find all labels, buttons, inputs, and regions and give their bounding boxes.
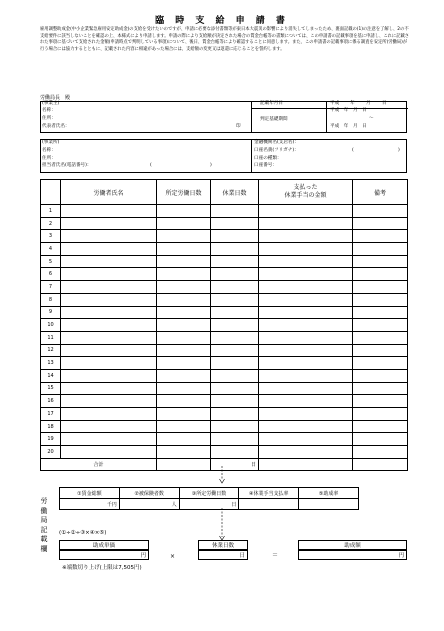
table-row [41, 446, 408, 459]
worker-name-cell[interactable] [61, 331, 157, 344]
allowance-cell[interactable] [259, 446, 353, 459]
wage-total-header: ①賃金総額 [60, 488, 120, 499]
employer-address-label: 住所： [42, 116, 56, 121]
date-month: 月 [366, 101, 371, 106]
allowance-cell[interactable] [259, 369, 353, 382]
row-number: 13 [41, 357, 61, 370]
leave-days-cell[interactable] [211, 230, 259, 243]
worker-name-cell[interactable] [61, 230, 157, 243]
header-allowance-amount: 支払った 休業手当の金額 [259, 180, 353, 205]
table-row [41, 293, 408, 306]
wage-total-value[interactable]: 千円 [60, 499, 120, 510]
row-number: 12 [41, 344, 61, 357]
unit-price-header: 助成単価 [59, 540, 149, 550]
rate-table [59, 487, 359, 510]
remarks-cell[interactable] [353, 408, 408, 421]
remarks-cell[interactable] [353, 255, 408, 268]
employer-rep-label: 代表者氏名： [42, 124, 70, 129]
table-row [41, 395, 408, 408]
allowance-cell[interactable] [259, 420, 353, 433]
bank-paren-close: ) [398, 148, 400, 153]
scheduled-days-value[interactable]: 日 [179, 499, 239, 510]
scheduled-days-cell[interactable] [157, 433, 211, 446]
table-row [41, 230, 408, 243]
allowance-cell[interactable] [259, 408, 353, 421]
table-row [41, 281, 408, 294]
worker-name-cell[interactable] [61, 205, 157, 218]
worker-name-cell[interactable] [61, 293, 157, 306]
table-row [41, 268, 408, 281]
office-contact-label: 担当者氏名(電話番号)： [42, 163, 92, 168]
remarks-cell[interactable] [353, 331, 408, 344]
account-name-label: 口座名義(フリガナ)： [254, 148, 299, 153]
remarks-cell[interactable] [353, 217, 408, 230]
row-number: 4 [41, 243, 61, 256]
worker-name-cell[interactable] [61, 217, 157, 230]
remarks-cell[interactable] [353, 357, 408, 370]
scheduled-days-cell[interactable] [157, 420, 211, 433]
office-address-label: 住所： [42, 156, 56, 161]
table-row [41, 243, 408, 256]
row-number: 7 [41, 281, 61, 294]
scheduled-days-cell[interactable] [157, 395, 211, 408]
table-row [41, 306, 408, 319]
row-number-header [41, 180, 61, 205]
allowance-cell[interactable] [259, 395, 353, 408]
scheduled-days-cell[interactable] [157, 319, 211, 332]
worker-name-cell[interactable] [61, 395, 157, 408]
equals-sign: ＝ [272, 552, 279, 559]
leave-days-cell[interactable] [211, 331, 259, 344]
insured-count-value[interactable]: 人 [119, 499, 179, 510]
table-row [41, 217, 408, 230]
worker-name-cell[interactable] [61, 243, 157, 256]
office-box [40, 139, 407, 173]
period-label: 判定基礎期間 [260, 117, 288, 122]
seal-mark: 印 [236, 124, 241, 129]
scheduled-days-header: ③所定労働日数 [179, 488, 239, 499]
row-number: 18 [41, 420, 61, 433]
allowance-cell[interactable] [259, 382, 353, 395]
allowance-cell[interactable] [259, 243, 353, 256]
leave-days-cell[interactable] [211, 395, 259, 408]
bank-paren-open: ( [352, 148, 354, 153]
office-paren-open: ( [150, 163, 152, 168]
scheduled-days-cell[interactable] [157, 306, 211, 319]
allowance-cell[interactable] [259, 268, 353, 281]
row-number: 8 [41, 293, 61, 306]
addressee: 労働局長 殿 [40, 95, 71, 101]
scheduled-days-cell[interactable] [157, 281, 211, 294]
office-label: (事業所) [42, 140, 60, 145]
account-no-label: 口座番号： [254, 163, 277, 168]
scheduled-days-cell[interactable] [157, 243, 211, 256]
leave-days-cell[interactable] [211, 408, 259, 421]
allowance-cell[interactable] [259, 331, 353, 344]
subsidy-rate-header: ⑤助成率 [299, 488, 359, 499]
total-remarks[interactable] [353, 458, 408, 471]
row-number: 3 [41, 230, 61, 243]
scheduled-days-cell[interactable] [157, 344, 211, 357]
times-sign: × [170, 553, 176, 560]
worker-name-cell[interactable] [61, 281, 157, 294]
leave-days-header: 休業日数 [198, 540, 248, 550]
leave-days-cell[interactable] [211, 243, 259, 256]
row-number: 17 [41, 408, 61, 421]
intro-text: 雇用調整助成金(中小企業緊急雇用安定助成金)の支給を受けたいのですが、申請に必要な添付書類等が東日本大震災の影響により消失してしまったため、裏面記載の(1)の注意を了解し、2の不支給要件に該当しないことを確認の上、本様式により申請します。申請の際により支給額が決定された場合の賃金台帳等の書類については、この申請書の記載事項を基に申請し、これに記載された事項に基づいて支給された金額(申請時点で判明している事項)について、後日、賃金台帳等により確認することに同意します。また、この申請書の記載事項に係る調査を安定所(労働局)が行う場合には協力するとともに、記載された内容に相違があった場合には、支給額の変更又は返還に応じることを誓約します。 [40, 27, 410, 53]
scheduled-days-cell[interactable] [157, 230, 211, 243]
subsidy-amount-value[interactable]: 円 [298, 550, 407, 560]
date-year: 年 [350, 101, 355, 106]
worker-name-cell[interactable] [61, 446, 157, 459]
remarks-cell[interactable] [353, 243, 408, 256]
worker-name-cell[interactable] [61, 255, 157, 268]
header-worker-name: 労働者氏名 [61, 180, 157, 205]
allowance-cell[interactable] [259, 344, 353, 357]
allowance-rate-value[interactable] [239, 499, 299, 510]
remarks-cell[interactable] [353, 281, 408, 294]
insured-count-header: ②被保険者数 [119, 488, 179, 499]
worker-name-cell[interactable] [61, 306, 157, 319]
table-row [41, 357, 408, 370]
table-row [41, 319, 408, 332]
leave-days-cell[interactable] [211, 255, 259, 268]
remarks-cell[interactable] [353, 319, 408, 332]
worker-name-cell[interactable] [61, 344, 157, 357]
total-scheduled-days[interactable] [157, 458, 211, 471]
employer-name-label: 名称： [42, 108, 56, 113]
table-row [41, 420, 408, 433]
scheduled-days-cell[interactable] [157, 408, 211, 421]
worker-name-cell[interactable] [61, 268, 157, 281]
remarks-cell[interactable] [353, 230, 408, 243]
scheduled-days-cell[interactable] [157, 357, 211, 370]
scheduled-days-cell[interactable] [157, 369, 211, 382]
scheduled-days-cell[interactable] [157, 205, 211, 218]
table-row [41, 331, 408, 344]
subsidy-amount-header: 助成額 [298, 540, 407, 550]
remarks-cell[interactable] [353, 433, 408, 446]
row-number: 16 [41, 395, 61, 408]
scheduled-days-cell[interactable] [157, 331, 211, 344]
leave-days-cell[interactable] [211, 268, 259, 281]
leave-days-cell[interactable] [211, 344, 259, 357]
office-name-label: 名称： [42, 148, 56, 153]
remarks-cell[interactable] [353, 446, 408, 459]
leave-days-cell[interactable] [211, 382, 259, 395]
remarks-cell[interactable] [353, 306, 408, 319]
leave-days-cell[interactable] [211, 357, 259, 370]
table-row [41, 369, 408, 382]
allowance-cell[interactable] [259, 281, 353, 294]
leave-days-cell[interactable] [211, 420, 259, 433]
row-number: 19 [41, 433, 61, 446]
formula-text: (①÷②÷③×④×⑤) [59, 530, 107, 536]
table-row [41, 205, 408, 218]
allowance-cell[interactable] [259, 293, 353, 306]
row-number: 9 [41, 306, 61, 319]
table-row [41, 382, 408, 395]
period-from: 平成 年 月 日 [330, 108, 367, 113]
page-title: 臨 時 支 給 申 請 書 [155, 16, 289, 26]
worker-name-cell[interactable] [61, 433, 157, 446]
allowance-cell[interactable] [259, 230, 353, 243]
remarks-cell[interactable] [353, 344, 408, 357]
worker-name-cell[interactable] [61, 319, 157, 332]
row-number: 15 [41, 382, 61, 395]
allowance-cell[interactable] [259, 217, 353, 230]
table-row [41, 433, 408, 446]
arrow-head-1 [220, 479, 225, 483]
leave-days-cell[interactable] [211, 217, 259, 230]
remarks-cell[interactable] [353, 268, 408, 281]
office-paren-close: ) [210, 163, 212, 168]
allowance-rate-header: ④休業手当支払率 [239, 488, 299, 499]
unit-price-value[interactable]: 円 [59, 550, 149, 560]
scheduled-days-cell[interactable] [157, 255, 211, 268]
leave-days-cell[interactable] [211, 306, 259, 319]
total-label: 合計 [41, 458, 157, 471]
allowance-cell[interactable] [259, 319, 353, 332]
remarks-cell[interactable] [353, 420, 408, 433]
scheduled-days-cell[interactable] [157, 293, 211, 306]
leave-days-value[interactable]: 日 [198, 550, 248, 560]
scheduled-days-cell[interactable] [157, 446, 211, 459]
account-type-label: 口座の種類： [254, 156, 282, 161]
date-era: 平成 [330, 101, 340, 106]
allowance-cell[interactable] [259, 255, 353, 268]
row-number: 11 [41, 331, 61, 344]
remarks-cell[interactable] [353, 369, 408, 382]
scheduled-days-cell[interactable] [157, 217, 211, 230]
leave-days-cell[interactable] [211, 319, 259, 332]
row-number: 14 [41, 369, 61, 382]
worker-name-cell[interactable] [61, 369, 157, 382]
leave-days-cell[interactable] [211, 293, 259, 306]
row-number: 20 [41, 446, 61, 459]
table-row [41, 408, 408, 421]
allowance-cell[interactable] [259, 357, 353, 370]
worker-table [40, 179, 408, 471]
allowance-cell[interactable] [259, 205, 353, 218]
allowance-cell[interactable] [259, 306, 353, 319]
remarks-cell[interactable] [353, 293, 408, 306]
worker-name-cell[interactable] [61, 382, 157, 395]
header-remarks: 備考 [353, 180, 408, 205]
leave-days-cell[interactable] [211, 281, 259, 294]
period-to: 平成 年 月 日 [330, 124, 367, 129]
scheduled-days-cell[interactable] [157, 382, 211, 395]
leave-days-cell[interactable] [211, 369, 259, 382]
worker-name-cell[interactable] [61, 420, 157, 433]
worker-name-cell[interactable] [61, 408, 157, 421]
period-tilde: ～ [369, 116, 374, 121]
header-scheduled-days: 所定労働日数 [157, 180, 211, 205]
remarks-cell[interactable] [353, 205, 408, 218]
labour-office-side-label: 労働局記載欄 [40, 497, 48, 553]
allowance-cell[interactable] [259, 433, 353, 446]
leave-days-cell[interactable] [211, 433, 259, 446]
row-number: 5 [41, 255, 61, 268]
total-leave-days[interactable]: 日 [211, 458, 259, 471]
worker-name-cell[interactable] [61, 357, 157, 370]
date-label: 記載年月日 [260, 101, 283, 106]
date-day: 日 [382, 101, 387, 106]
total-allowance[interactable] [259, 458, 353, 471]
leave-days-cell[interactable] [211, 205, 259, 218]
remarks-cell[interactable] [353, 382, 408, 395]
leave-days-cell[interactable] [211, 446, 259, 459]
table-row [41, 255, 408, 268]
row-number: 6 [41, 268, 61, 281]
row-number: 1 [41, 205, 61, 218]
row-number: 2 [41, 217, 61, 230]
bank-name-label: 金融機関名(支店名)： [254, 140, 299, 145]
subsidy-rate-value[interactable] [299, 499, 359, 510]
header-leave-days: 休業日数 [211, 180, 259, 205]
employer-label: (事業主) [42, 101, 60, 106]
scheduled-days-cell[interactable] [157, 268, 211, 281]
remarks-cell[interactable] [353, 395, 408, 408]
table-row [41, 344, 408, 357]
rounding-note: ※端数切り上げ(上限は7,505円) [62, 565, 142, 571]
row-number: 10 [41, 319, 61, 332]
